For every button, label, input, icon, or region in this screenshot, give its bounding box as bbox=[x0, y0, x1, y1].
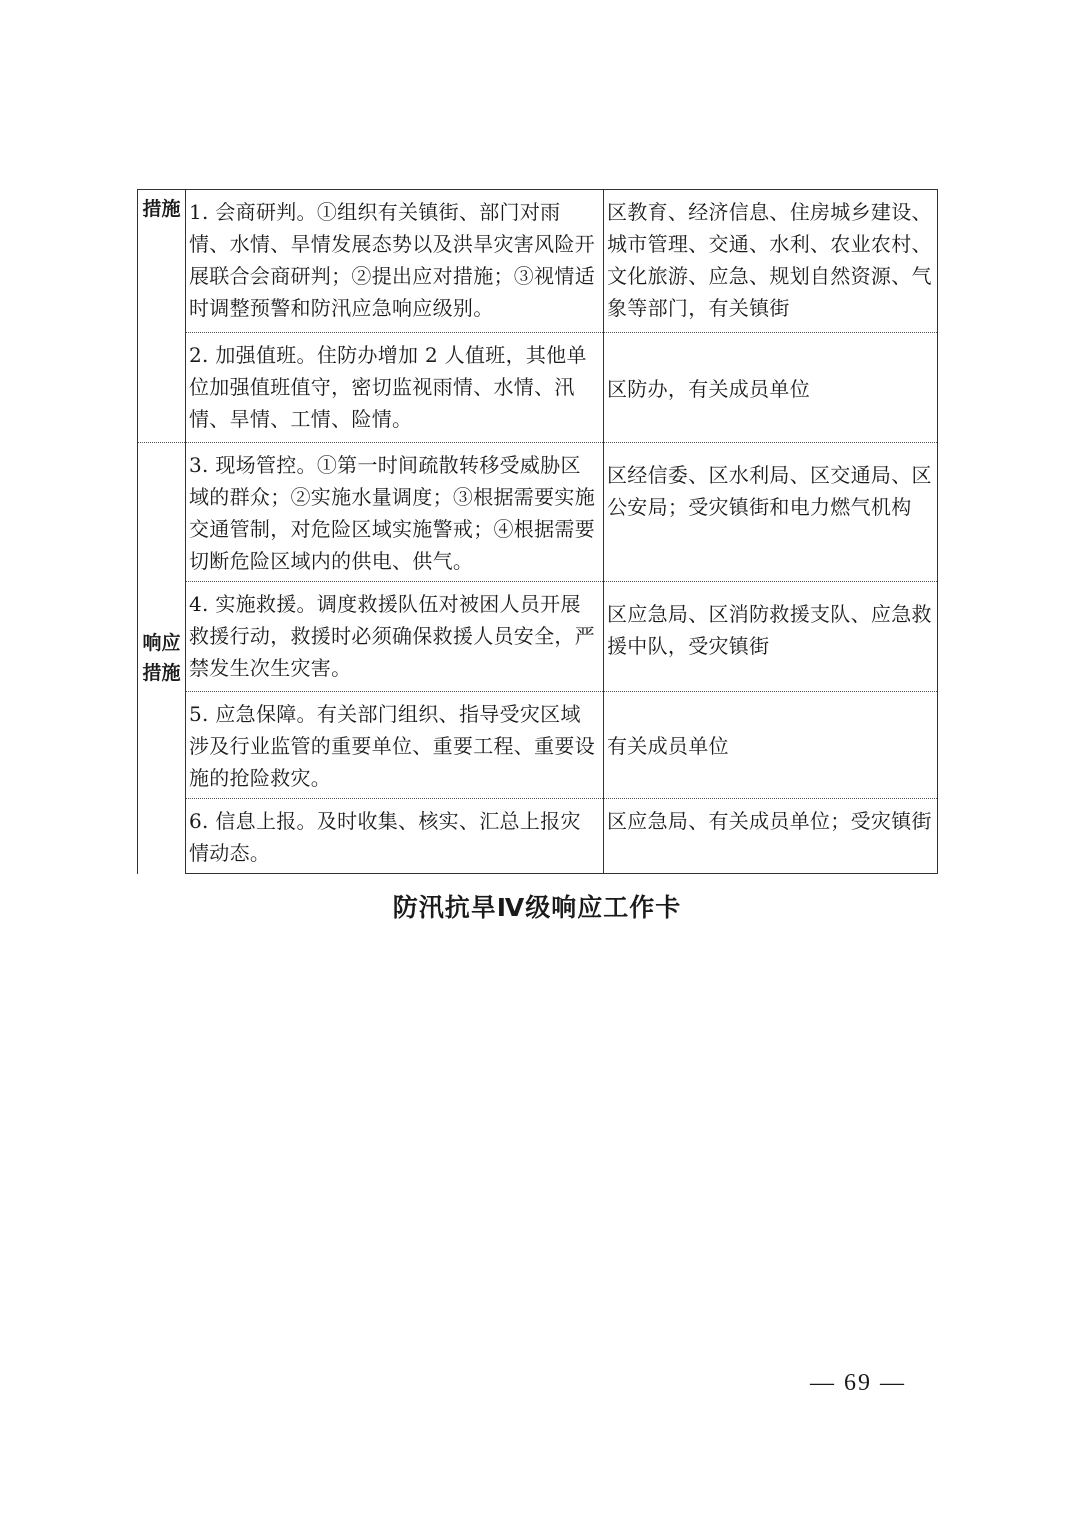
responsible-cell: 区经信委、区水利局、区交通局、区公安局；受灾镇街和电力燃气机构 bbox=[604, 443, 938, 582]
task-cell: 2. 加强值班。住防办增加 2 人值班，其他单位加强值班值守，密切监视雨情、水情、汛情、旱情、工情、险情。 bbox=[186, 333, 604, 443]
response-measures-label bbox=[138, 443, 186, 874]
responsible-cell: 有关成员单位 bbox=[604, 692, 938, 799]
measures-label: 措施 bbox=[138, 190, 186, 443]
table-row bbox=[138, 582, 938, 692]
section-heading: 防汛抗旱Ⅳ级响应工作卡 bbox=[392, 893, 682, 922]
table-row bbox=[138, 190, 938, 333]
response-measures-label-text: 响应措施 bbox=[142, 632, 181, 685]
task-cell: 1. 会商研判。①组织有关镇街、部门对雨情、水情、旱情发展态势以及洪旱灾害风险开展联合会商研判；②提出应对措施；③视情适时调整预警和防汛应急响应级别。 bbox=[186, 190, 604, 333]
task-cell: 3. 现场管控。①第一时间疏散转移受威胁区域的群众；②实施水量调度；③根据需要实施交通管制，对危险区域实施警戒；④根据需要切断危险区域内的供电、供气。 bbox=[186, 443, 604, 582]
response-measures-table bbox=[137, 189, 938, 874]
task-cell: 5. 应急保障。有关部门组织、指导受灾区域涉及行业监管的重要单位、重要工程、重要设施的抢险救灾。 bbox=[186, 692, 604, 799]
responsible-cell: 区教育、经济信息、住房城乡建设、城市管理、交通、水利、农业农村、文化旅游、应急、规划自然资源、气象等部门，有关镇街 bbox=[604, 190, 938, 333]
table-row bbox=[138, 799, 938, 874]
table-row bbox=[138, 333, 938, 443]
page-number: — 69 — bbox=[810, 1370, 906, 1396]
table-row bbox=[138, 692, 938, 799]
responsible-cell: 区应急局、区消防救援支队、应急救援中队，受灾镇街 bbox=[604, 582, 938, 692]
task-cell: 4. 实施救援。调度救援队伍对被困人员开展救援行动，救援时必须确保救援人员安全，严禁发生次生灾害。 bbox=[186, 582, 604, 692]
task-cell: 6. 信息上报。及时收集、核实、汇总上报灾情动态。 bbox=[186, 799, 604, 874]
responsible-cell: 区防办，有关成员单位 bbox=[604, 333, 938, 443]
table-row bbox=[138, 443, 938, 582]
responsible-cell: 区应急局、有关成员单位；受灾镇街 bbox=[604, 799, 938, 874]
